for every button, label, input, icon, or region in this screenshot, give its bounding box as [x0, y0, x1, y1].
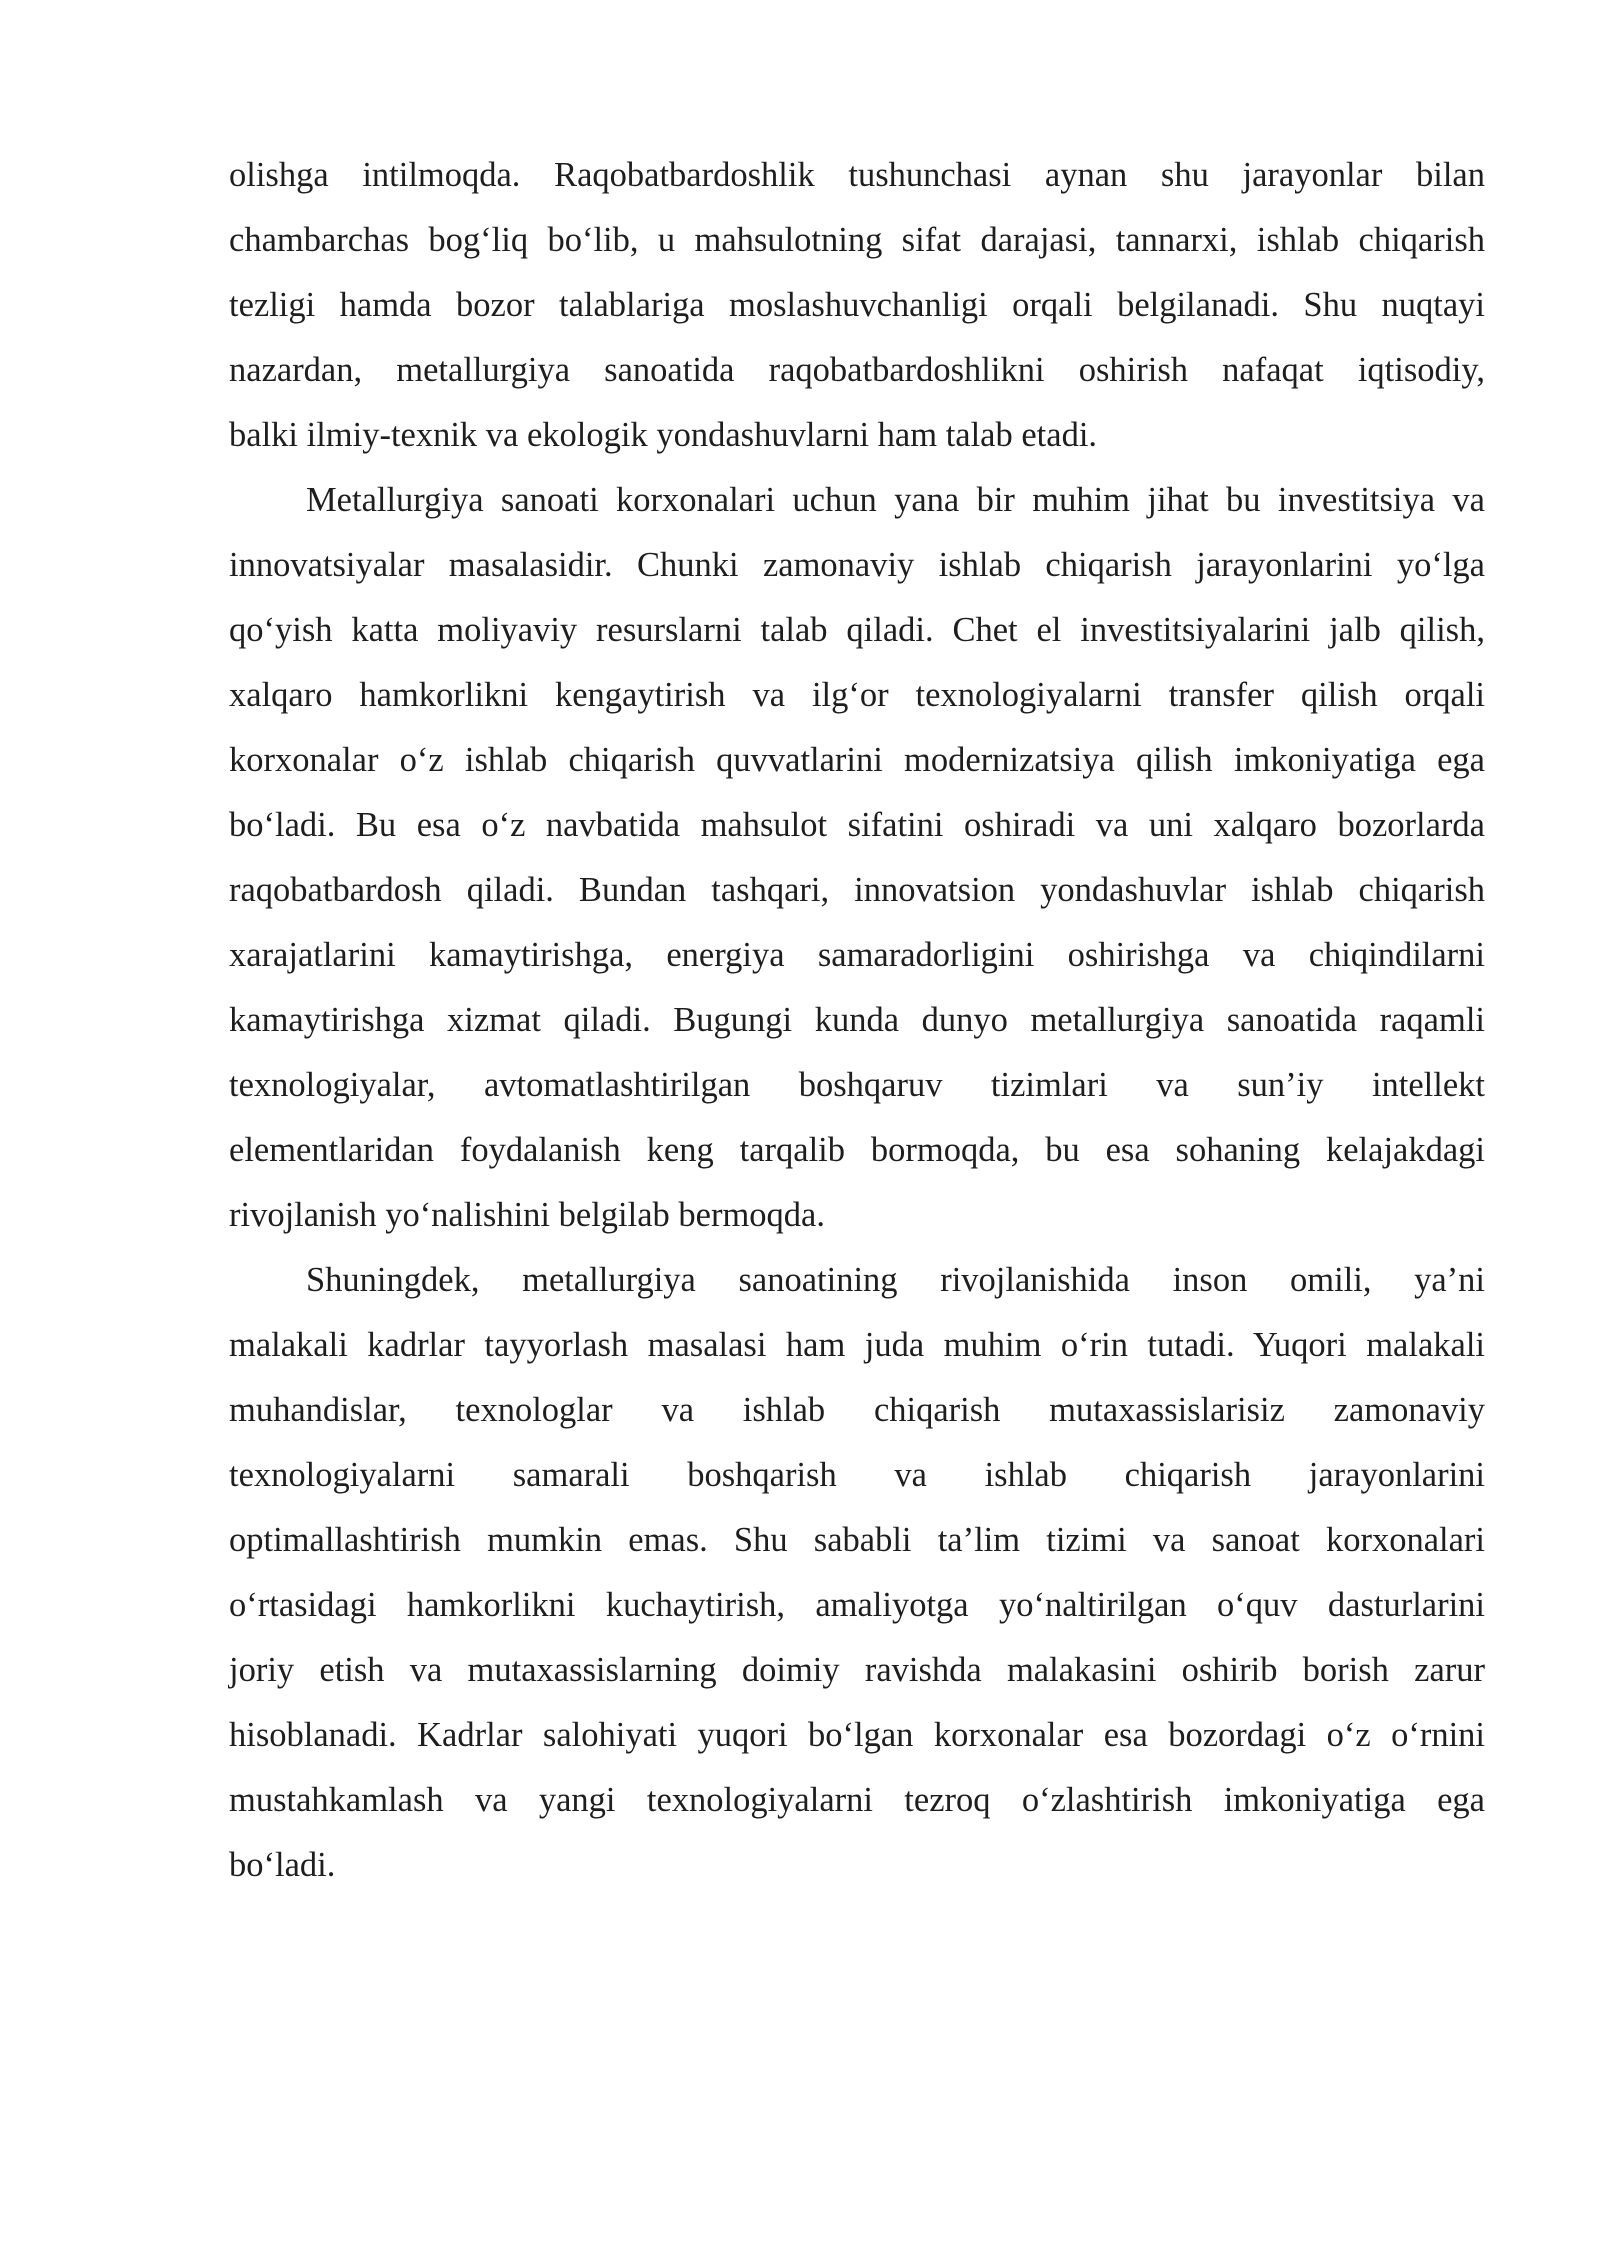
body-text — [229, 143, 1485, 1898]
text-line: tezligi hamda bozor talablariga moslashuvchanligi orqali belgilanadi. Shu nuqtayi — [229, 286, 1485, 324]
text-line: innovatsiyalar masalasidir. Chunki zamonaviy ishlab chiqarish jarayonlarini yo‘lga — [229, 546, 1485, 584]
text-line: bo‘ladi. Bu esa o‘z navbatida mahsulot sifatini oshiradi va uni xalqaro bozorlarda — [229, 806, 1485, 844]
text-line: elementlaridan foydalanish keng tarqalib bormoqda, bu esa sohaning kelajakdagi — [229, 1131, 1485, 1169]
text-line: balki ilmiy-texnik va ekologik yondashuvlarni ham talab etadi. — [229, 416, 1098, 454]
text-line: hisoblanadi. Kadrlar salohiyati yuqori bo‘lgan korxonalar esa bozordagi o‘z o‘rnini — [229, 1716, 1485, 1754]
paragraph-2 — [229, 468, 1485, 1248]
text-line: muhandislar, texnologlar va ishlab chiqarish mutaxassislarisiz zamonaviy — [229, 1391, 1485, 1429]
text-line: raqobatbardosh qiladi. Bundan tashqari, innovatsion yondashuvlar ishlab chiqarish — [229, 871, 1485, 909]
text-line: mustahkamlash va yangi texnologiyalarni tezroq o‘zlashtirish imkoniyatiga ega — [229, 1781, 1485, 1819]
paragraph-1 — [229, 143, 1485, 468]
text-line: texnologiyalar, avtomatlashtirilgan boshqaruv tizimlari va sun’iy intellekt — [229, 1066, 1485, 1104]
text-line: Shuningdek, metallurgiya sanoatining rivojlanishida inson omili, ya’ni — [306, 1261, 1485, 1299]
paragraph-3 — [229, 1248, 1485, 1898]
text-line: joriy etish va mutaxassislarning doimiy ravishda malakasini oshirib borish zarur — [229, 1651, 1485, 1689]
text-line: bo‘ladi. — [229, 1846, 336, 1884]
text-line: olishga intilmoqda. Raqobatbardoshlik tushunchasi aynan shu jarayonlar bilan — [229, 156, 1485, 194]
text-line: texnologiyalarni samarali boshqarish va ishlab chiqarish jarayonlarini — [229, 1456, 1485, 1494]
text-line: kamaytirishga xizmat qiladi. Bugungi kunda dunyo metallurgiya sanoatida raqamli — [229, 1001, 1485, 1039]
text-line: malakali kadrlar tayyorlash masalasi ham juda muhim o‘rin tutadi. Yuqori malakali — [229, 1326, 1485, 1364]
text-line: Metallurgiya sanoati korxonalari uchun yana bir muhim jihat bu investitsiya va — [306, 481, 1485, 519]
text-line: qo‘yish katta moliyaviy resurslarni talab qiladi. Chet el investitsiyalarini jalb qilish, — [229, 611, 1485, 649]
text-line: optimallashtirish mumkin emas. Shu sababli ta’lim tizimi va sanoat korxonalari — [229, 1521, 1485, 1559]
text-line: chambarchas bog‘liq bo‘lib, u mahsulotning sifat darajasi, tannarxi, ishlab chiqarish — [229, 221, 1485, 259]
text-line: xarajatlarini kamaytirishga, energiya samaradorligini oshirishga va chiqindilarni — [229, 936, 1485, 974]
text-line: o‘rtasidagi hamkorlikni kuchaytirish, amaliyotga yo‘naltirilgan o‘quv dasturlarini — [229, 1586, 1485, 1624]
text-line: korxonalar o‘z ishlab chiqarish quvvatlarini modernizatsiya qilish imkoniyatiga ega — [229, 741, 1485, 779]
text-line: rivojlanish yo‘nalishini belgilab bermoqda. — [229, 1196, 825, 1234]
text-line: nazardan, metallurgiya sanoatida raqobatbardoshlikni oshirish nafaqat iqtisodiy, — [229, 351, 1485, 389]
text-line: xalqaro hamkorlikni kengaytirish va ilg‘or texnologiyalarni transfer qilish orqali — [229, 676, 1485, 714]
